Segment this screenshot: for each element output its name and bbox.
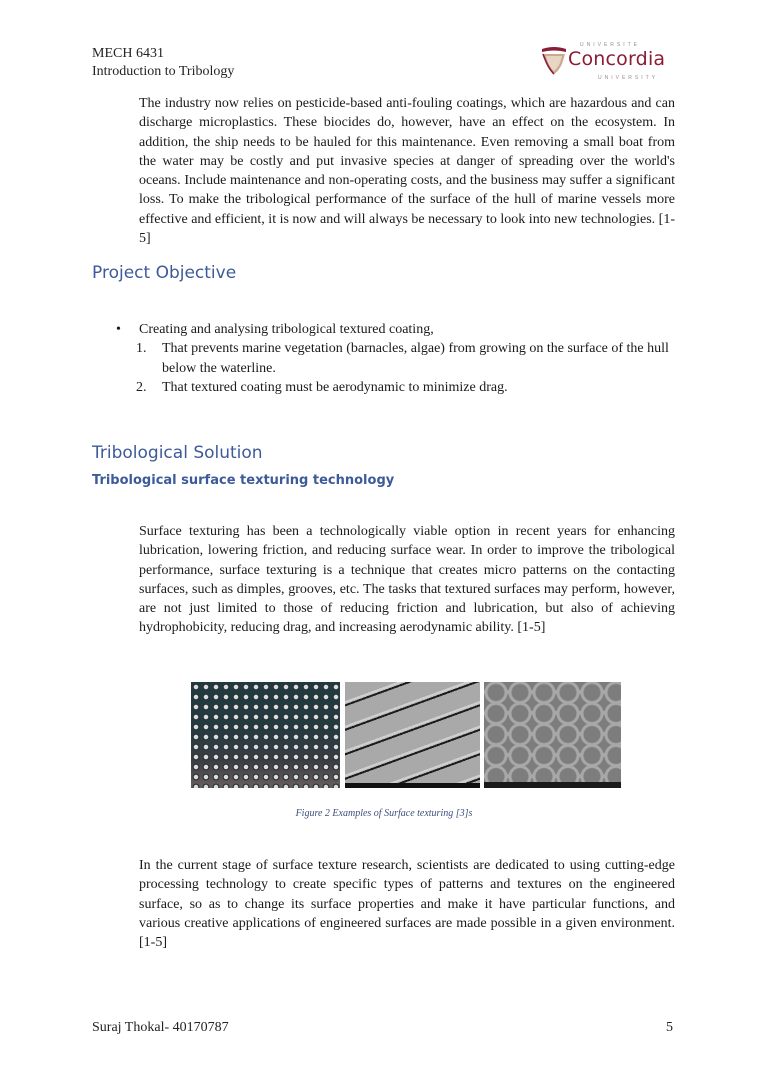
surface-texturing-subheading: Tribological surface texturing technology bbox=[92, 473, 395, 488]
concordia-logo bbox=[540, 42, 685, 82]
footer-author: Suraj Thokal- 40170787 bbox=[92, 1020, 229, 1035]
item-number: 2. bbox=[136, 379, 147, 395]
intro-paragraph: The industry now relies on pesticide-based anti-fouling coatings, which are hazardous and can discharge microplastics. These biocides do, however, have an effect on the ecosystem. In addition, the ship needs to be hauled for this maintenance. Even removing a small boat from the water may be costly and put invasive species at danger of spreading over the world's oceans. Include maintenance and non-operating costs, and the business may suffer a significant loss. To make the tribological performance of the surface of the hull of marine vessels more effective and efficient, it is now and will always be necessary to look into new technologies. [1-5] bbox=[139, 96, 675, 247]
page-header bbox=[92, 45, 234, 81]
objective-list bbox=[116, 320, 686, 397]
objective-bullet bbox=[116, 320, 686, 339]
logo-bottom-text: UNIVERSITY bbox=[598, 75, 659, 81]
logo-top-text: UNIVERSITE bbox=[580, 42, 641, 48]
tribological-solution-heading: Tribological Solution bbox=[92, 443, 263, 463]
objective-numbered-list bbox=[136, 339, 686, 397]
hexagonal-texture-image bbox=[484, 682, 621, 788]
groove-texture-image bbox=[345, 682, 480, 788]
texturing-paragraph: Surface texturing has been a technologically viable option in recent years for enhancing lubrication, lowering friction, and reducing surface wear. In order to improve the tribological performance, surface texturing is a technique that creates micro patterns on the contacting surfaces, such as dimples, grooves, etc. The tasks that textured surfaces may perform, however, are not just limited to those of reducing friction and lubrication, but also of achieving hydrophobicity, reducing drag, and increasing aerodynamic ability. [1-5] bbox=[139, 524, 675, 636]
research-paragraph: In the current stage of surface texture research, scientists are dedicated to using cutting-edge processing technology to create specific types of patterns and textures on the engineered surface, so as to change its surface properties and make it have particular functions, and various creative applications of engineered surfaces are made possible in a given environment. [1-5] bbox=[139, 858, 675, 951]
course-title: Introduction to Tribology bbox=[92, 64, 235, 79]
shield-icon bbox=[540, 46, 568, 76]
logo-wordmark: Concordia bbox=[568, 48, 666, 70]
page-number: 5 bbox=[666, 1020, 673, 1035]
dimple-texture-image bbox=[191, 682, 340, 788]
scale-bar bbox=[345, 783, 480, 788]
bullet-icon: • bbox=[116, 322, 121, 337]
objective-bullet-text: Creating and analysing tribological textured coating, bbox=[139, 322, 434, 337]
objective-item bbox=[136, 339, 686, 378]
figure-caption: Figure 2 Examples of Surface texturing [3]s bbox=[295, 808, 473, 819]
item-number: 1. bbox=[136, 341, 147, 357]
objective-item bbox=[136, 378, 686, 397]
item-text: That textured coating must be aerodynamic to minimize drag. bbox=[162, 379, 508, 395]
scale-bar bbox=[484, 782, 621, 788]
course-code: MECH 6431 bbox=[92, 46, 164, 61]
project-objective-heading: Project Objective bbox=[92, 263, 237, 283]
item-text: That prevents marine vegetation (barnacles, algae) from growing on the surface of the hull below the waterline. bbox=[162, 341, 669, 376]
